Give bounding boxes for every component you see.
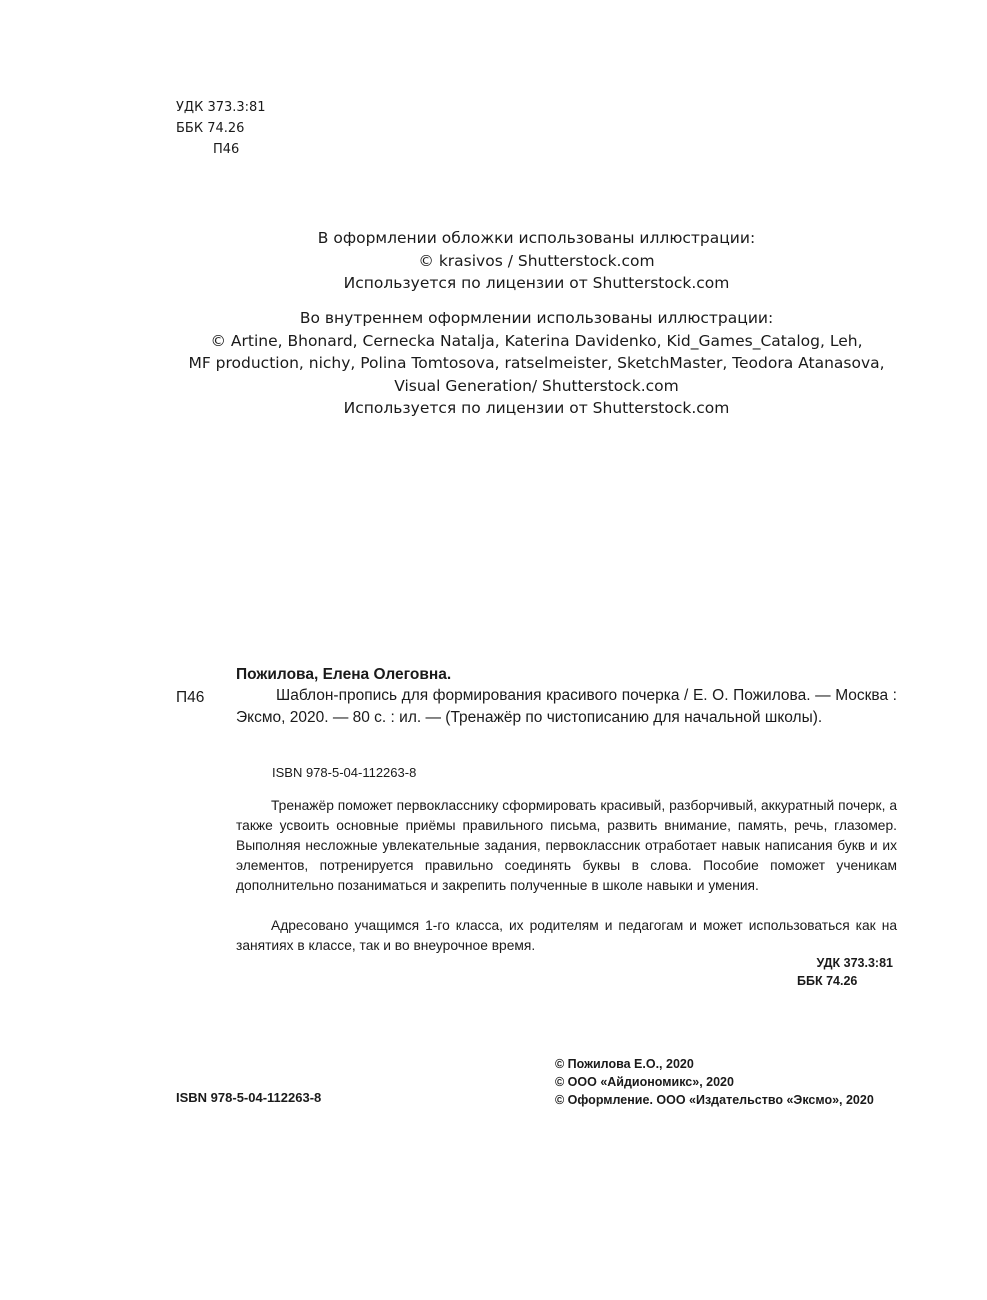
- header-udk: УДК 373.3:81: [176, 100, 266, 115]
- annotation-paragraph-2: Адресовано учащимся 1-го класса, их родителям и педагогам и может использоваться как на занятиях в классе, так и во внеурочное время.: [236, 918, 897, 953]
- cover-credits-line: В оформлении обложки использованы иллюстрации:: [317, 229, 756, 247]
- interior-credits: [140, 307, 933, 420]
- interior-credits-line: Используется по лицензии от Shutterstock.com: [343, 399, 730, 417]
- footer-udk: УДК 373.3:81: [816, 956, 893, 970]
- interior-credits-line: Во внутреннем оформлении использованы иллюстрации:: [299, 309, 774, 327]
- author-name: Пожилова, Елена Олеговна.: [236, 666, 452, 683]
- footer-bbk: ББК 74.26: [797, 974, 858, 988]
- interior-credits-line: MF production, nichy, Polina Tomtosova, ratselmeister, SketchMaster, Teodora Atanasova,: [188, 354, 885, 372]
- copyright-line: © Оформление. ООО «Издательство «Эксмо», 2020: [555, 1093, 874, 1107]
- footer-classification: [797, 954, 893, 990]
- header-classification: [176, 97, 266, 160]
- cover-credits: [140, 227, 933, 295]
- header-author-mark: П46: [213, 142, 240, 157]
- annotation-paragraph-1: Тренажёр поможет первокласснику сформировать красивый, разборчивый, аккуратный почерк, а также усвоить основные приёмы правильного письма, развить внимание, память, речь, глазомер. Выполняя несложные увлекательные задания, первоклассник отработает навык написания букв и их элементов, потренируется правильно соединять буквы в слова. Пособие поможет ученикам дополнительно позаниматься и закрепить полученные в школе навыки и умения.: [236, 798, 897, 893]
- isbn-main: ISBN 978-5-04-112263-8: [176, 1090, 322, 1105]
- cover-credits-line: Используется по лицензии от Shutterstock.com: [343, 274, 730, 292]
- author-mark-side: П46: [176, 689, 205, 706]
- copyright-line: © Пожилова Е.О., 2020: [555, 1057, 694, 1071]
- cover-credits-line: © krasivos / Shutterstock.com: [418, 251, 655, 270]
- interior-credits-line: Visual Generation/ Shutterstock.com: [394, 376, 679, 395]
- isbn-record: ISBN 978-5-04-112263-8: [272, 765, 417, 780]
- interior-credits-line: © Artine, Bhonard, Cernecka Natalja, Katerina Davidenko, Kid_Games_Catalog, Leh,: [210, 331, 863, 350]
- header-bbk: ББК 74.26: [176, 121, 245, 136]
- copyright-line: © ООО «Айдиономикс», 2020: [555, 1075, 734, 1089]
- bibliographic-description: Шаблон-пропись для формирования красивого почерка / Е. О. Пожилова. — Москва : Эксмо, 2020. — 80 с. : ил. — (Тренажёр по чистописанию для начальной школы).: [236, 687, 897, 726]
- copyright-block: [555, 1055, 874, 1109]
